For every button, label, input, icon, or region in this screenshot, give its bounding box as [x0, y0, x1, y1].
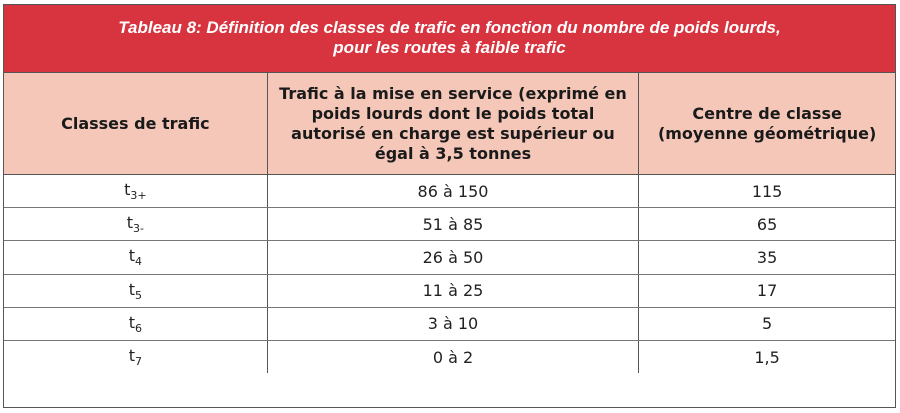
- class-cell: [4, 175, 267, 208]
- trafic-cell: 0 à 2: [267, 340, 638, 373]
- header-row: [4, 73, 895, 175]
- centre-cell: 115: [639, 175, 895, 208]
- table-row: [4, 175, 895, 208]
- class-subscript: 6: [135, 321, 143, 335]
- centre-cell: 35: [639, 241, 895, 274]
- class-subscript: 3-: [133, 222, 145, 236]
- class-cell: [4, 307, 267, 340]
- table-row: [4, 208, 895, 241]
- table-title-line-2: pour les routes à faible trafic: [333, 38, 566, 57]
- centre-cell: 17: [639, 274, 895, 307]
- class-base: t: [124, 180, 131, 200]
- class-base: t: [126, 213, 134, 233]
- table-row: [4, 307, 895, 340]
- data-table: [4, 73, 895, 373]
- header-trafic-mise-en-service: Trafic à la mise en service (exprimé en poids lourds dont le poids total autorisé en charge est supérieur ou égal à 3,5 tonnes: [267, 73, 638, 175]
- table-row: [4, 241, 895, 274]
- class-cell: [4, 274, 267, 307]
- trafic-cell: 3 à 10: [267, 307, 638, 340]
- table-title-line-1: Tableau 8: Définition des classes de trafic en fonction du nombre de poids lourds,: [118, 18, 781, 37]
- traffic-classes-table: [3, 4, 896, 408]
- table-title: [4, 5, 895, 73]
- class-base: t: [128, 279, 136, 299]
- header-classes-de-trafic: Classes de trafic: [4, 73, 267, 175]
- class-subscript: 7: [135, 355, 143, 369]
- centre-cell: 1,5: [754, 347, 780, 367]
- class-base: t: [128, 346, 136, 366]
- class-cell: [4, 340, 267, 373]
- header-centre-de-classe: Centre de classe (moyenne géométrique): [639, 73, 895, 175]
- class-base: t: [128, 312, 136, 332]
- class-subscript: 3+: [130, 189, 147, 203]
- trafic-cell: 11 à 25: [267, 274, 638, 307]
- centre-cell: 5: [639, 307, 895, 340]
- class-base: t: [128, 246, 136, 266]
- table-row: [4, 340, 895, 373]
- trafic-cell: 26 à 50: [267, 241, 638, 274]
- class-subscript: 4: [135, 255, 143, 269]
- table-row: [4, 274, 895, 307]
- class-subscript: 5: [135, 288, 143, 302]
- trafic-cell: 51 à 85: [267, 208, 638, 241]
- centre-cell: 65: [639, 208, 895, 241]
- class-cell: [4, 208, 267, 241]
- class-cell: [4, 241, 267, 274]
- trafic-cell: 86 à 150: [267, 175, 638, 208]
